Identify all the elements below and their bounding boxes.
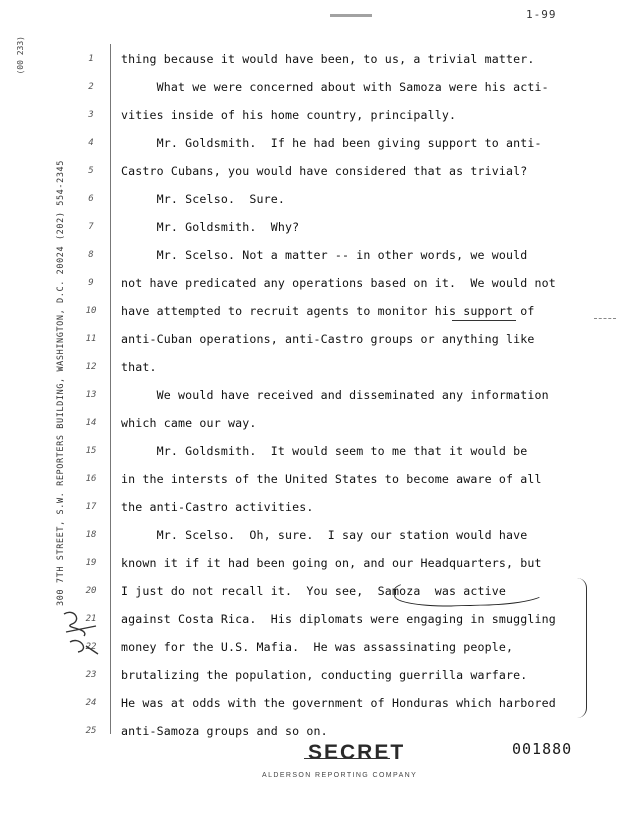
transcript-line: have attempted to recruit agents to monitor his support of — [121, 304, 535, 318]
transcript-line: Mr. Goldsmith. If he had been giving support to anti- — [121, 136, 542, 150]
line-number: 25 — [85, 726, 97, 736]
line-number: 10 — [85, 306, 97, 316]
reporter-address-stamp: 300 7TH STREET, S.W. REPORTERS BUILDING, WASHINGTON, D.C. 20024 (202) 554-2345 — [56, 160, 66, 606]
transcript-line: the anti-Castro activities. — [121, 500, 314, 514]
transcript-line: in the intersts of the United States to become aware of all — [121, 472, 542, 486]
transcript-line: against Costa Rica. His diplomats were engaging in smuggling — [121, 612, 556, 626]
line-number: 13 — [85, 390, 97, 400]
line-number: 12 — [85, 362, 97, 372]
margin-rule — [110, 44, 111, 734]
transcript-line: Mr. Scelso. Oh, sure. I say our station would have — [121, 528, 528, 542]
transcript-line: anti-Cuban operations, anti-Castro groups or anything like — [121, 332, 535, 346]
transcript-line: money for the U.S. Mafia. He was assassinating people, — [121, 640, 514, 654]
line-number: 5 — [88, 166, 94, 176]
handwritten-underline — [452, 320, 516, 321]
line-number: 24 — [85, 698, 97, 708]
line-number: 6 — [88, 194, 94, 204]
line-number: 14 — [85, 418, 97, 428]
line-number: 17 — [85, 502, 97, 512]
line-number: 4 — [88, 138, 94, 148]
line-number: 20 — [85, 586, 97, 596]
transcript-line: He was at odds with the government of Honduras which harbored — [121, 696, 556, 710]
handwritten-scribble-icon — [60, 606, 104, 660]
line-number: 3 — [88, 110, 94, 120]
transcript-line: brutalizing the population, conducting guerrilla warfare. — [121, 668, 528, 682]
line-number: 23 — [85, 670, 97, 680]
line-number: 8 — [88, 250, 94, 260]
transcript-line: I just do not recall it. You see, Samoza was active — [121, 584, 507, 598]
transcript-line: Mr. Goldsmith. Why? — [121, 220, 300, 234]
margin-dashes — [594, 318, 616, 319]
transcript-line: anti-Samoza groups and so on. — [121, 724, 328, 738]
classification-stamp: SECRET — [308, 741, 406, 764]
line-number: 11 — [85, 334, 97, 344]
transcript-line: that. — [121, 360, 157, 374]
page-number: 1-99 — [526, 8, 557, 21]
document-id: 001880 — [512, 740, 573, 758]
handwritten-circle — [394, 574, 547, 608]
transcript-line: Mr. Scelso. Not a matter -- in other words, we would — [121, 248, 528, 262]
reporting-company: ALDERSON REPORTING COMPANY — [262, 772, 418, 779]
line-number: 18 — [85, 530, 97, 540]
transcript-line: which came our way. — [121, 416, 257, 430]
line-number: 21 — [85, 614, 97, 624]
transcript-line: known it if it had been going on, and our Headquarters, but — [121, 556, 542, 570]
transcript-line: thing because it would have been, to us, a trivial matter. — [121, 52, 535, 66]
transcript-line: vities inside of his home country, principally. — [121, 108, 457, 122]
transcript-line: Castro Cubans, you would have considered that as trivial? — [121, 164, 528, 178]
line-number: 9 — [88, 278, 94, 288]
line-number: 15 — [85, 446, 97, 456]
handwritten-bracket — [576, 578, 587, 718]
header-smudge — [330, 14, 372, 17]
transcript-line: We would have received and disseminated any information — [121, 388, 549, 402]
classification-strikethrough — [304, 758, 390, 759]
line-number: 16 — [85, 474, 97, 484]
line-number: 19 — [85, 558, 97, 568]
transcript-line: Mr. Scelso. Sure. — [121, 192, 285, 206]
transcript-line: Mr. Goldsmith. It would seem to me that it would be — [121, 444, 528, 458]
line-number: 1 — [88, 54, 94, 64]
transcript-line: not have predicated any operations based on it. We would not — [121, 276, 556, 290]
corner-mark: (00 233) — [16, 36, 25, 75]
line-number: 22 — [85, 642, 97, 652]
line-number: 7 — [88, 222, 94, 232]
transcript-line: What we were concerned about with Samoza were his acti- — [121, 80, 549, 94]
line-number: 2 — [88, 82, 94, 92]
